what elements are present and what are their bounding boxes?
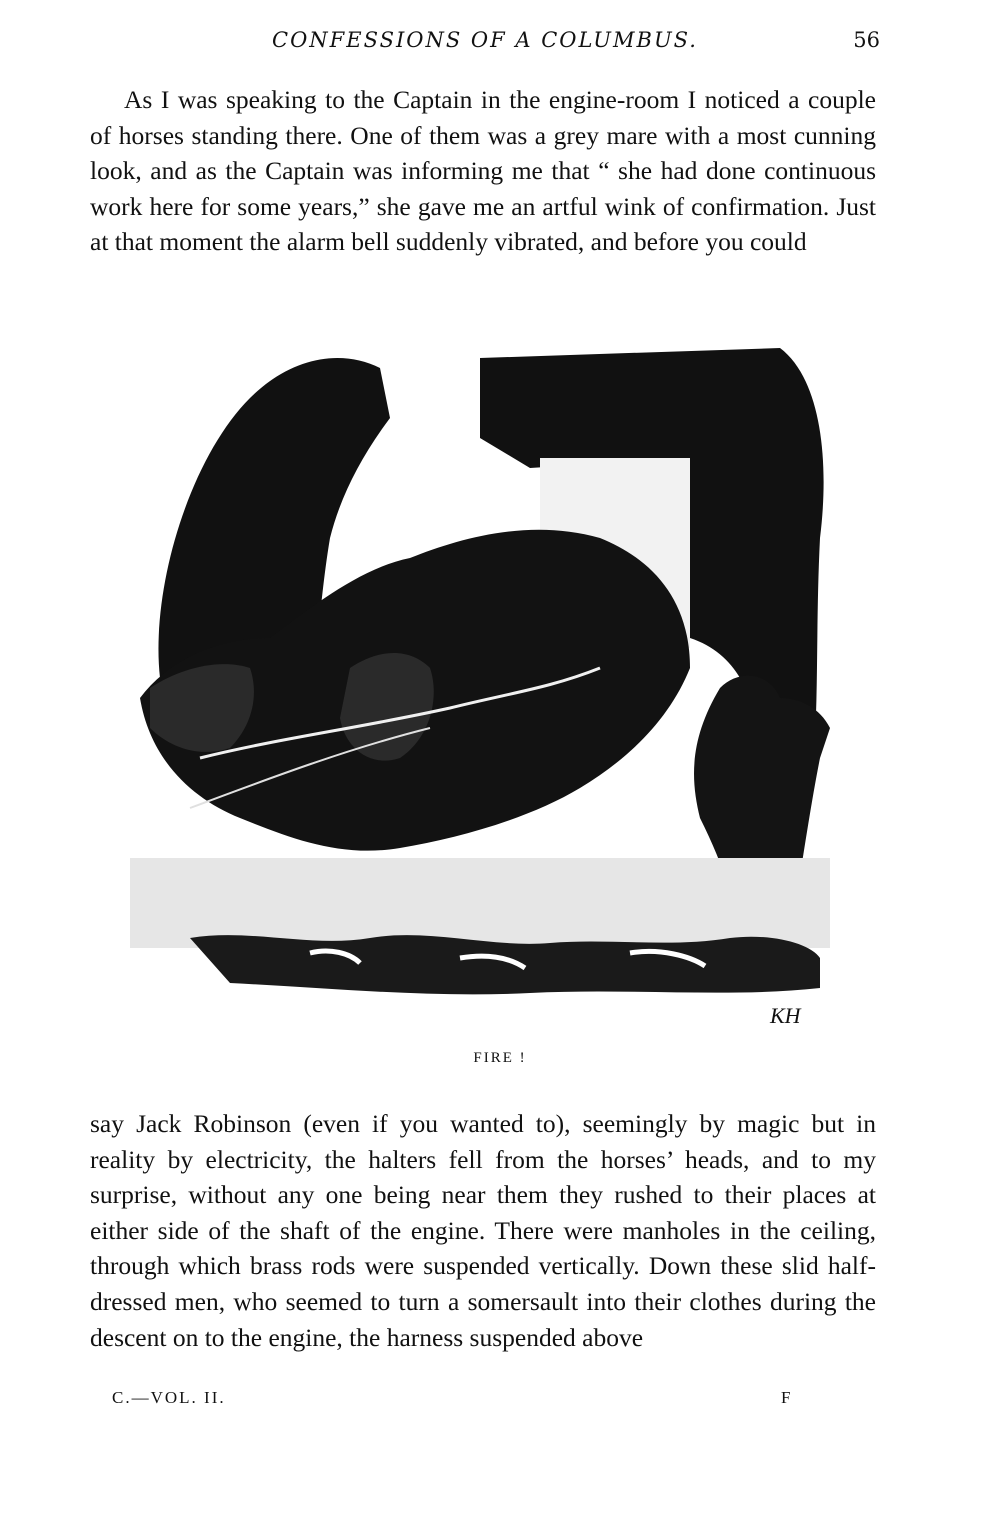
page-header bbox=[90, 28, 880, 58]
floor-tone bbox=[130, 858, 830, 948]
figure-caption: FIRE ! bbox=[473, 1050, 527, 1066]
paragraph-2: say Jack Robinson (even if you wanted to), seemingly by magic but in reality by electricity, the halters fell from the horses’ heads, and to my surprise, without any one being near them they rushed to their places at either side of the shaft of the engine. There were manholes in the ceiling, through which brass rods were suspended vertically. Down these slid half-dressed men, who seemed to turn a somersault into their clothes during the descent on to the engine, the harness suspended above bbox=[90, 1109, 876, 1352]
running-title: CONFESSIONS OF A COLUMBUS. bbox=[272, 28, 698, 52]
paragraph-1: As I was speaking to the Captain in the engine-room I noticed a couple of horses standing there. One of them was a grey mare with a most cunning look, and as the Captain was informing me that “ she had done continuous work here for some years,” she gave me an artful wink of confirmation. Just at that moment the alarm bell suddenly vibrated, and before you could bbox=[90, 85, 876, 257]
artist-monogram: KH bbox=[770, 1003, 801, 1028]
illustration-fire bbox=[130, 338, 830, 1038]
gathering-letter: F bbox=[781, 1388, 793, 1407]
fire-engine-illustration bbox=[130, 338, 830, 1038]
page-number: 56 bbox=[853, 28, 880, 52]
signature-mark: C.—VOL. II. bbox=[112, 1388, 226, 1407]
cobbles-shadow bbox=[190, 935, 820, 994]
